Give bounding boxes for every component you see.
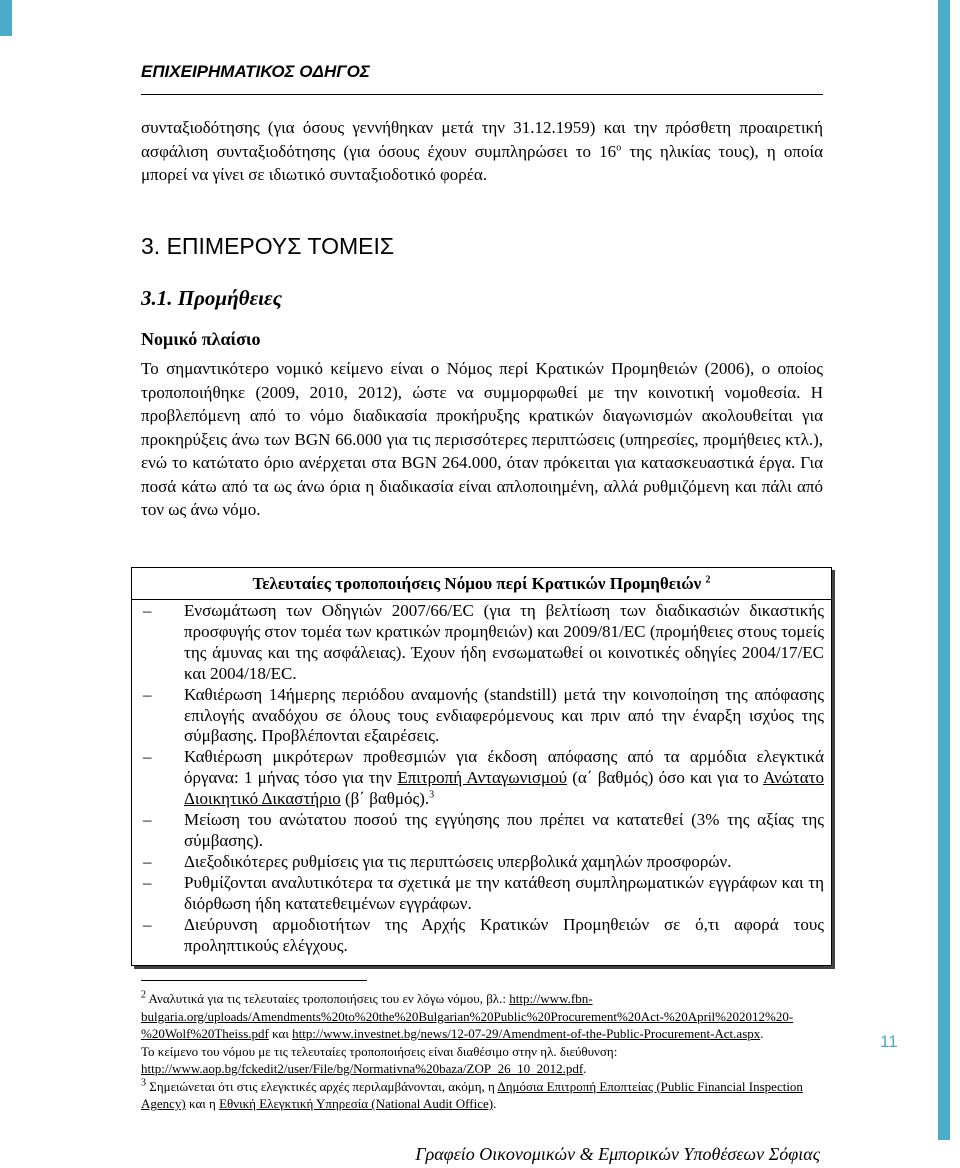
legal-framework-heading: Νομικό πλαίσιο	[141, 329, 261, 349]
left-accent-bar	[0, 0, 12, 36]
legal-framework-paragraph: Το σημαντικότερο νομικό κείμενο είναι ο Νόμος περί Κρατικών Προμηθειών (2006), ο οποίος τροποποιήθηκε (2009, 2010, 2012), ώστε να συμμορφωθεί με την κοινοτική νομοθεσία. Η προβλεπόμενη από το νόμο διαδικασία προκήρυξης κρατικών διαγωνισμών ακολουθείται για προκηρύξεις άνω των BGN 66.000 για τις περισσότερες περιπτώσεις (υπηρεσίες, προμήθειες κτλ.), ενώ το κατώτατο όριο ανέρχεται στα BGN 264.000, όταν πρόκειται για κατασκευαστικά έργα. Για ποσά κάτω από τα ως άνω όρια η διαδικασία είναι απλοποιημένη, αλλά ρυθμιζόμενη και πάλι από τον ως άνω νόμο.	[141, 359, 823, 519]
footnote-3: $^3$ Σημειώνεται ότι στις ελεγκτικές αρχές περιλαμβάνονται, ακόμη, η Δημόσια Επιτροπή Εποπτείας (Public Financial Inspection Agency) και η Εθνική Ελεγκτική Υπηρεσία (National Audit Office).	[141, 1077, 803, 1111]
fbn-bulgaria-link[interactable]: http://www.fbn-bulgaria.org/uploads/Amendments%20to%20the%20Bulgarian%20Public%20Procurement%20Act-%20April%202012%20-%20Wolf%20Theiss.pdf	[141, 991, 794, 1041]
public-financial-inspection-link[interactable]: Δημόσια Επιτροπή Εποπτείας (Public Financial Inspection Agency)	[141, 1078, 803, 1111]
amendments-box-divider	[132, 599, 831, 600]
amendment-item: – Ενσωμάτωση των Οδηγιών 2007/66/EC (για τη βελτίωση των διαδικασιών δικαστικής προσφυγής στον τομέα των κρατικών προμηθειών) και 2009/81/EC (προμήθειες στους τομείς της άμυνας και της ασφάλειας). Έχουν ήδη ενσωματωθεί οι κοινοτικές οδηγίες 2004/17/EC και 2004/18/EC.	[143, 601, 824, 683]
header-title: ΕΠΙΧΕΙΡΗΜΑΤΙΚΟΣ ΟΔΗΓΟΣ	[141, 62, 370, 81]
intro-paragraph: συνταξιοδότησης (για όσους γεννήθηκαν μετά την 31.12.1959) και την πρόσθετη προαιρετική ασφάλιση συνταξιοδότησης (για όσους έχουν συμπληρώσει το $16^o$ της ηλικίας τους), η οποία μπορεί να γίνει σε ιδιωτικό συνταξιοδοτικό φορέα.	[141, 118, 823, 184]
footer-text: Γραφείο Οικονομικών & Εμπορικών Υποθέσεων Σόφιας	[415, 1144, 820, 1164]
aop-link[interactable]: http://www.aop.bg/fckedit2/user/File/bg/Normativna%20baza/ZOP_26_10_2012.pdf	[141, 1061, 584, 1076]
right-accent-bar	[938, 0, 950, 1140]
amendment-item: – Καθιέρωση μικρότερων προθεσμιών για έκδοση απόφασης από τα αρμόδια ελεγκτικά όργανα: 1 μήνας τόσο για την Επιτροπή Ανταγωνισμού (α΄ βαθμός) όσο και για το Ανώτατο Διοικητικό Δικαστήριο (β΄ βαθμός).$^3$	[143, 747, 824, 809]
subsection-title: 3.1. Προμήθειες	[141, 286, 282, 310]
amendments-list	[141, 601, 824, 956]
header-divider	[141, 94, 823, 95]
amendments-box	[131, 567, 832, 966]
page-number: 11	[880, 1032, 898, 1051]
footnote-2: $^2$ Αναλυτικά για τις τελευταίες τροποποιήσεις του εν λόγω νόμου, βλ.: http://www.fbn-bulgaria.org/uploads/Amendments%20to%20the%20Bulgarian%20Public%20Procurement%20Act-%20April%202012%20-%20Wolf%20Theiss.pdf και http://www.investnet.bg/news/12-07-29/Amendment-of-the-Public-Procurement-Act.aspx.	[141, 989, 794, 1041]
footnote-divider	[141, 980, 367, 981]
amendments-box-title: Τελευταίες τροποποιήσεις Νόμου περί Κρατικών Προμηθειών $^2$	[252, 574, 711, 593]
section-title: 3. ΕΠΙΜΕΡΟΥΣ ΤΟΜΕΙΣ	[141, 233, 395, 259]
supreme-administrative-court-link[interactable]: Ανώτατο Διοικητικό Δικαστήριο	[184, 768, 824, 809]
footnotes	[141, 990, 823, 1113]
amendment-item: – Καθιέρωση 14ήμερης περιόδου αναμονής (standstill) μετά την κοινοποίηση της απόφασης επιλογής αναδόχου σε όλους τους ενδιαφερόμενους και πριν από την έναρξη ισχύος της σύμβασης. Προβλέπονται εξαιρέσεις.	[143, 684, 824, 746]
amendment-item: – Μείωση του ανώτατου ποσού της εγγύησης που πρέπει να κατατεθεί (3% της αξίας της σύμβασης).	[143, 810, 824, 850]
footnote-2-continued: Το κείμενο του νόμου με τις τελευταίες τροποποιήσεις είναι διαθέσιμο στην ηλ. διεύθυνση: http://www.aop.bg/fckedit2/user/File/bg/Normativna%20baza/ZOP_26_10_2012.pdf.	[141, 1043, 618, 1076]
amendment-item: – Διεξοδικότερες ρυθμίσεις για τις περιπτώσεις υπερβολικά χαμηλών προσφορών.	[143, 851, 732, 871]
amendment-item: – Ρυθμίζονται αναλυτικότερα τα σχετικά με την κατάθεση συμπληρωματικών εγγράφων και τη διόρθωση ήδη κατατεθειμένων εγγράφων.	[143, 872, 824, 913]
investnet-link[interactable]: http://www.investnet.bg/news/12-07-29/Amendment-of-the-Public-Procurement-Act.aspx	[292, 1026, 761, 1041]
national-audit-office-link[interactable]: Εθνική Ελεγκτική Υπηρεσία (National Audit Office)	[219, 1096, 494, 1111]
amendment-item: – Διεύρυνση αρμοδιοτήτων της Αρχής Κρατικών Προμηθειών σε ό,τι αφορά τους προληπτικούς ελέγχους.	[143, 914, 824, 955]
competition-commission-link[interactable]: Επιτροπή Ανταγωνισμού	[397, 768, 568, 788]
